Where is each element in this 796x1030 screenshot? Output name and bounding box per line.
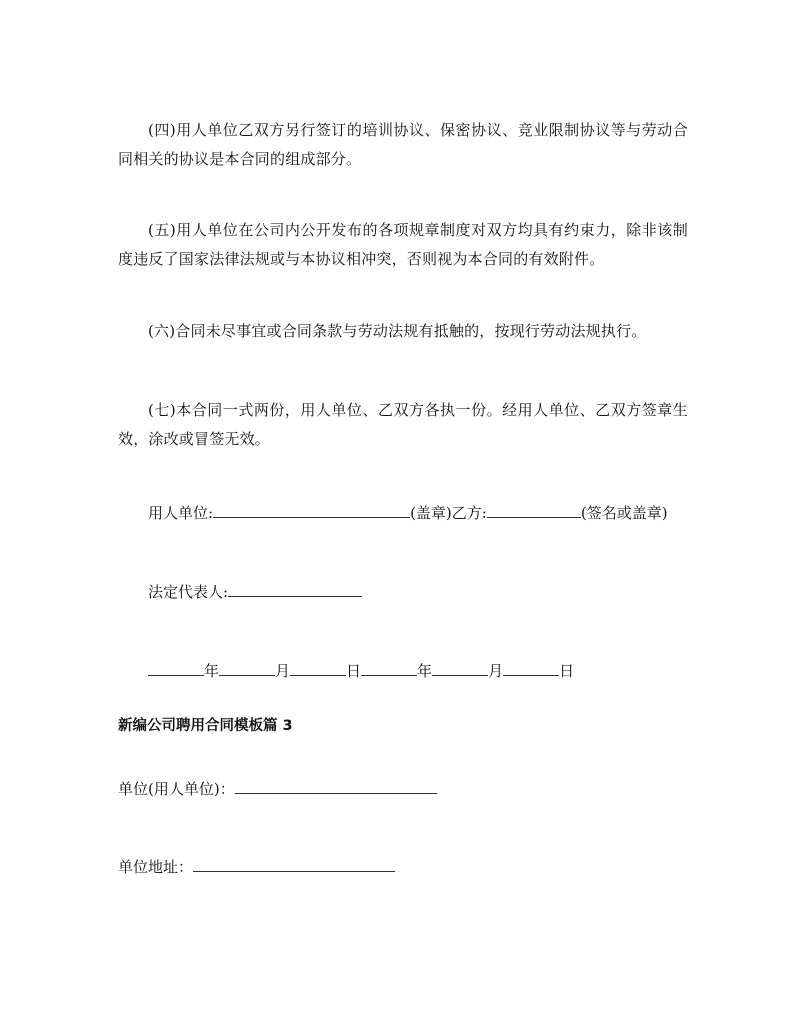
address-label: 单位地址：: [118, 858, 194, 876]
year-blank-2[interactable]: [361, 660, 417, 676]
day-blank-2[interactable]: [503, 660, 559, 676]
clause-4: (四)用人单位乙双方另行签订的培训协议、保密协议、竞业限制协议等与劳动合同相关的协议是本合同的组成部分。: [118, 121, 688, 168]
signature-row: [148, 502, 668, 523]
unit-label: 单位(用人单位)：: [118, 780, 235, 798]
clause-7: (七)本合同一式两份，用人单位、乙双方各执一份。经用人单位、乙双方签章生效，涂改或冒签无效。: [118, 401, 688, 448]
party-b-label: 乙方:: [451, 504, 487, 522]
year-blank-1[interactable]: [148, 660, 204, 676]
month-label-2: 月: [488, 662, 504, 680]
year-label-2: 年: [417, 662, 433, 680]
section-3-title: 新编公司聘用合同模板篇 3: [118, 718, 293, 734]
legal-rep-row: [148, 581, 362, 602]
day-label-1: 日: [346, 662, 362, 680]
legal-rep-blank[interactable]: [228, 581, 362, 597]
sign-or-seal-label: (签名或盖章): [580, 504, 668, 522]
date-row: [148, 660, 574, 681]
party-b-blank[interactable]: [487, 502, 581, 518]
employer-blank[interactable]: [213, 502, 410, 518]
month-blank-1[interactable]: [219, 660, 275, 676]
address-row: [118, 856, 395, 877]
employer-label: 用人单位:: [148, 504, 214, 522]
address-blank[interactable]: [193, 856, 395, 872]
clause-5: (五)用人单位在公司内公开发布的各项规章制度对双方均具有约束力，除非该制度违反了国家法律法规或与本协议相冲突，否则视为本合同的有效附件。: [118, 221, 688, 268]
unit-blank[interactable]: [235, 778, 437, 794]
year-label-1: 年: [204, 662, 220, 680]
month-label-1: 月: [275, 662, 291, 680]
seal-label: (盖章): [410, 504, 452, 522]
clause-6: (六)合同未尽事宜或合同条款与劳动法规有抵触的，按现行劳动法规执行。: [148, 322, 647, 340]
month-blank-2[interactable]: [432, 660, 488, 676]
day-label-2: 日: [559, 662, 575, 680]
legal-rep-label: 法定代表人:: [148, 583, 229, 601]
day-blank-1[interactable]: [290, 660, 346, 676]
unit-row: [118, 778, 437, 799]
